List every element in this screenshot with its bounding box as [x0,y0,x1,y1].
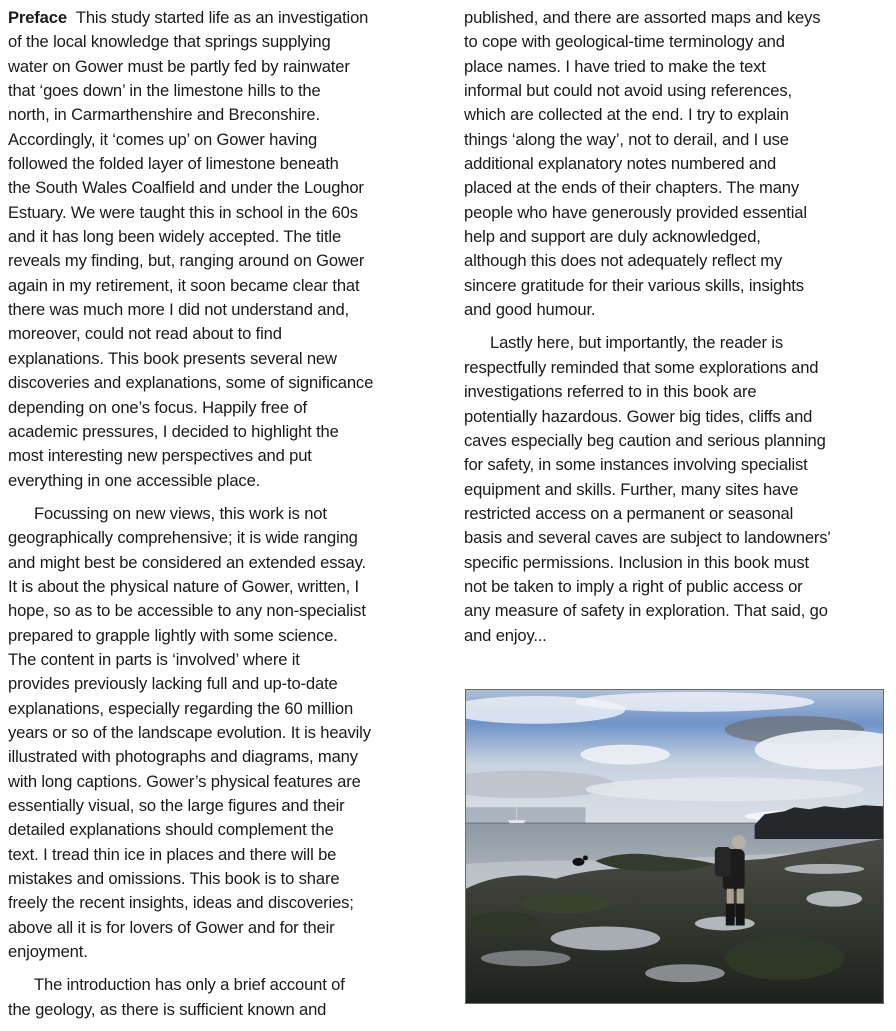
text-line: essentially visual, so the large figures and their [8,796,345,815]
text-line: north, in Carmarthenshire and Breconshire. [8,105,320,125]
text-line: provides previously lacking full and up-to-date [8,674,338,694]
right-column [464,6,874,657]
text-line-content: This study started life as an investigation [75,8,369,27]
text-line: Lastly here, but importantly, the reader is [490,333,783,353]
hat [732,835,746,849]
text-line: discoveries and explanations, some of significance [8,373,374,393]
photo-illustration [466,690,883,1003]
text-line: geographically comprehensive; it is wide ranging [8,528,358,548]
text-line [8,6,418,30]
coastal-photo [465,689,884,1004]
text-line: placed at the ends of their chapters. The many [464,178,800,198]
text-line: which are collected at the end. I try to explain [464,105,789,125]
text-line: and might best be considered an extended essay. [8,552,366,572]
text-line: Estuary. We were taught this in school in the 60s [8,202,358,222]
text-line: It is about the physical nature of Gower, written, I [8,576,359,596]
text-line: depending on one’s focus. Happily free of [8,397,307,417]
backpack [715,847,731,877]
text-line: followed the folded layer of limestone beneath [8,154,339,174]
text-line: water on Gower must be partly fed by rainwater [8,56,350,76]
text-line: specific permissions. Inclusion in this book must [464,552,809,572]
text-line: enjoyment. [8,942,88,962]
paragraph-2 [8,502,418,965]
text-line: reveals my finding, but, ranging around on Gower [8,251,365,271]
text-line: The content in parts is ‘involved’ where it [8,649,300,669]
text-line: although this does not adequately reflect my [464,251,783,271]
text-line: of the local knowledge that springs supplying [8,32,331,52]
text-line: to cope with geological-time terminology and [464,32,785,52]
text-line: above all it is for lovers of Gower and for their [8,917,335,937]
text-line: things ‘along the way’, not to derail, and I use [464,129,789,149]
boot [736,904,745,926]
text-line: equipment and skills. Further, many sites have [464,479,799,499]
text-line: Accordingly, it ‘comes up’ on Gower having [8,129,318,149]
text-line: any measure of safety in exploration. That said, go [464,601,828,621]
text-line: explanations. This book presents several new [8,348,337,368]
text-line: most interesting new perspectives and put [8,446,312,466]
left-column [8,6,418,1031]
text-line: basis and several caves are subject to landowners' [464,528,831,548]
text-line: and good humour. [464,300,596,320]
text-line: not be taken to imply a right of public access or [464,576,803,596]
text-line: detailed explanations should complement the [8,820,334,840]
paragraph-3 [8,973,418,1022]
text-line: and it has long been widely accepted. The title [8,227,342,247]
text-line: Focussing on new views, this work is not [34,503,327,523]
text-line: investigations referred to in this book are [464,382,757,402]
text-line: informal but could not avoid using references, [464,81,792,101]
preface-heading: Preface [8,8,67,27]
boot [726,904,735,926]
text-line: The introduction has only a brief account of [34,975,345,995]
text-line: academic pressures, I decided to highlight the [8,421,339,441]
text-line: caves especially beg caution and serious planning [464,430,826,450]
text-line: additional explanatory notes numbered and [464,154,777,174]
text-line: illustrated with photographs and diagrams, many [8,747,358,767]
text-line: published, and there are assorted maps and keys [464,8,821,27]
text-line: sincere gratitude for their various skills, insights [464,275,804,295]
paragraph-4 [464,6,874,322]
text-line: restricted access on a permanent or seasonal [464,503,794,523]
text-line: text. I tread thin ice in places and there will be [8,844,337,864]
text-line: with long captions. Gower’s physical features are [8,771,361,791]
text-line: freely the recent insights, ideas and discoveries; [8,893,354,913]
text-line: moreover, could not read about to find [8,324,282,344]
text-line: respectfully reminded that some explorations and [464,357,819,377]
text-line: there was much more I did not understand and, [8,300,349,320]
text-line: years or so of the landscape evolution. It is heavily [8,722,371,742]
text-line: place names. I have tried to make the text [464,56,766,76]
text-line: that ‘goes down’ in the limestone hills to the [8,81,321,101]
text-line: hope, so as to be accessible to any non-specialist [8,601,366,621]
text-line: and enjoy... [464,625,547,645]
text-line: prepared to grapple lightly with some science. [8,625,338,645]
tide-pool [551,926,660,950]
text-line: again in my retirement, it soon became clear that [8,275,360,295]
text-line: mistakes and omissions. This book is to share [8,869,340,889]
text-line: help and support are duly acknowledged, [464,227,761,247]
text-line: potentially hazardous. Gower big tides, cliffs and [464,406,813,426]
paragraph-5 [464,331,874,647]
paragraph-1 [8,6,418,493]
text-line: people who have generously provided essential [464,202,807,222]
text-line: the geology, as there is sufficient known and [8,999,327,1019]
text-line: everything in one accessible place. [8,470,261,490]
text-line: for safety, in some instances involving specialist [464,455,808,475]
text-line: explanations, especially regarding the 60 million [8,698,354,718]
text-line: the South Wales Coalfield and under the Loughor [8,178,364,198]
